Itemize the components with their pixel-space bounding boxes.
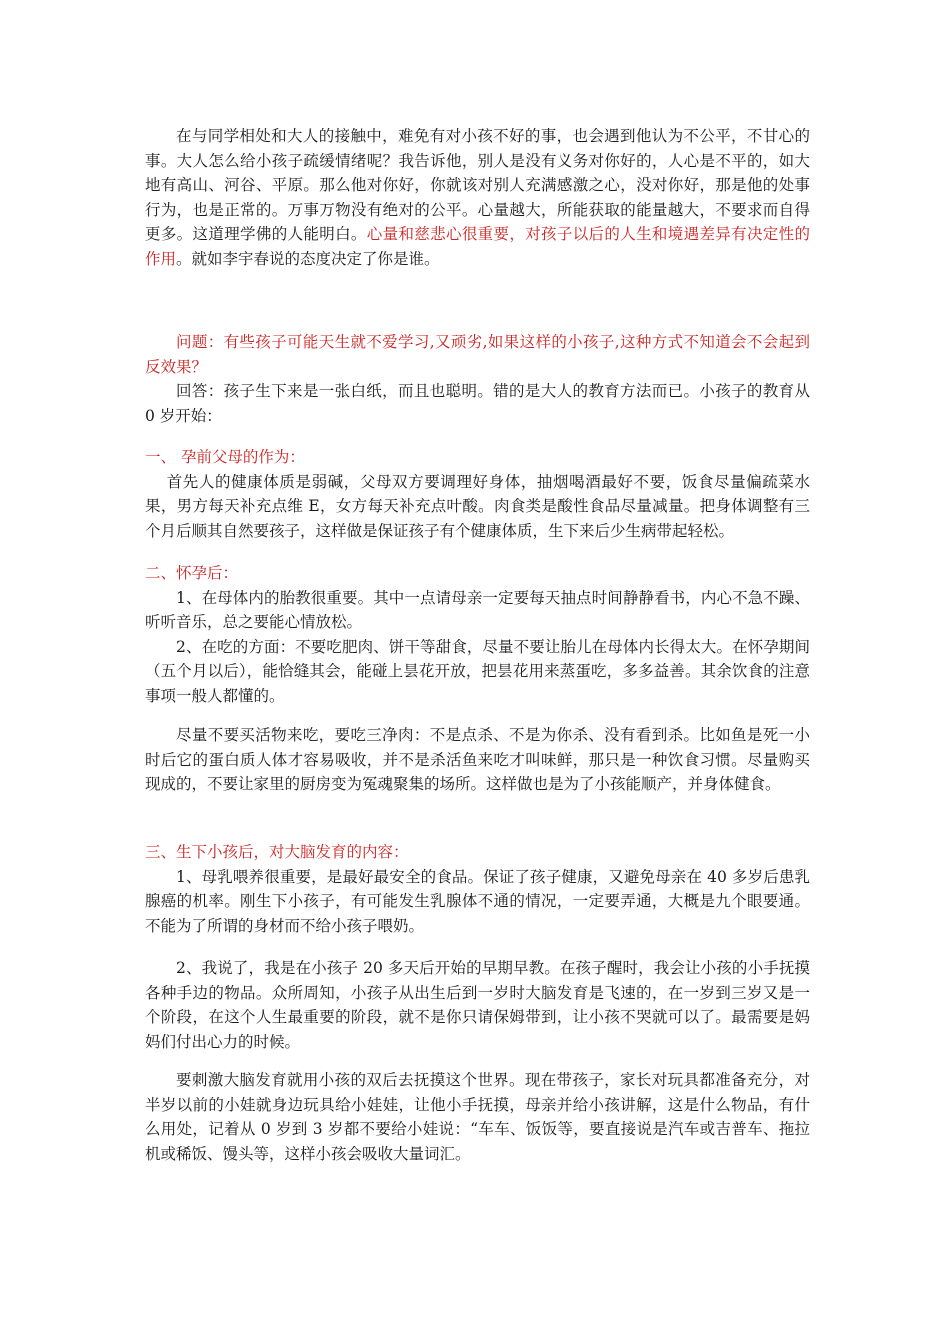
section-3-heading: 三、生下小孩后，对大脑发育的内容：	[145, 843, 409, 861]
section-2-paragraph-3: 尽量不要买活物来吃，要吃三净肉：不是点杀、不是为你杀、没有看到杀。比如鱼是死一小时后它的蛋白质人体才容易吸收，并不是杀活鱼来吃才叫味鲜，那只是一种饮食习惯。尽量购买现成的，不要让家里的厨房变为冤魂聚集的场所。这样做也是为了小孩能顺产，并身体健食。	[145, 726, 810, 793]
section-2-paragraph-2: 2、在吃的方面：不要吃肥肉、饼干等甜食，尽量不要让胎儿在母体内长得太大。在怀孕期间（五个月以后），能恰缝其会，能碰上昙花开放，把昙花用来蒸蛋吃，多多益善。其余饮食的注意事项一般人都懂的。	[145, 637, 810, 705]
section-3	[145, 840, 810, 938]
section-3-part-3	[145, 1068, 810, 1166]
qa-block	[145, 330, 810, 428]
section-3-part-2	[145, 956, 810, 1054]
intro-highlight: 心量和慈悲心很重要，对孩子以后的人生和境遇差异有决定性的作用	[145, 225, 810, 268]
answer-paragraph: 回答：孩子生下来是一张白纸，而且也聪明。错的是大人的教育方法而已。小孩子的教育从 0 岁开始：	[145, 382, 810, 425]
question-paragraph: 问题：有些孩子可能天生就不爱学习,又顽劣,如果这样的小孩子,这种方式不知道会不会起到反效果？	[145, 333, 810, 376]
section-2-paragraph-1: 1、在母体内的胎教很重要。其中一点请母亲一定要每天抽点时间静静看书，内心不急不躁、听听音乐，总之要能心情放松。	[145, 588, 810, 631]
section-3-paragraph-1: 1、母乳喂养很重要，是最好最安全的食品。保证了孩子健康，又避免母亲在 40 多岁后患乳腺癌的机率。刚生下小孩子，有可能发生乳腺体不通的情况，一定要弄通，大概是九个眼要通。不能为了所谓的身材而不给小孩子喂奶。	[145, 867, 810, 935]
section-1-paragraph: 首先人的健康体质是弱碱，父母双方要调理好身体，抽烟喝酒最好不要，饭食尽量偏疏菜水果，男方每天补充点维 E，女方每天补充点叶酸。肉食类是酸性食品尽量减量。把身体调整有三个月后顺其自然要孩子，这样做是保证孩子有个健康体质，生下来后少生病带起轻松。	[145, 472, 810, 540]
section-1-heading: 一、 孕前父母的作为：	[145, 448, 305, 466]
section-1	[145, 445, 810, 543]
section-3-paragraph-2: 2、我说了，我是在小孩子 20 多天后开始的早期早教。在孩子醒时，我会让小孩的小手抚摸各种手边的物品。众所周知，小孩子从出生后到一岁时大脑发育是飞速的，在一岁到三岁又是一个阶段，在这个人生最重要的阶段，就不是你只请保姆带到，让小孩不哭就可以了。最需要是妈妈们付出心力的时候。	[145, 959, 810, 1051]
intro-paragraph	[145, 124, 810, 271]
section-3-paragraph-3: 要刺激大脑发育就用小孩的双后去抚摸这个世界。现在带孩子，家长对玩具都准备充分，对半岁以前的小娃就身边玩具给小娃娃，让他小手抚摸，母亲并给小孩讲解，这是什么物品，有什么用处，记着从 0 岁到 3 岁都不要给小娃说：“车车、饭饭等，要直接说是汽车或吉普车、拖拉机或稀饭、馒头等，这样小孩会吸收大量词汇。	[145, 1071, 810, 1163]
section-2-heading: 二、怀孕后：	[145, 564, 239, 582]
section-2-continued	[145, 723, 810, 797]
intro-block	[145, 124, 810, 271]
intro-text-end: 。就如李宇春说的态度决定了你是谁。	[176, 249, 440, 268]
section-2	[145, 561, 810, 708]
intro-text: 在与同学相处和大人的接触中，难免有对小孩不好的事，也会遇到他认为不公平，不甘心的事。大人怎么给小孩子疏缓情绪呢？我告诉他，别人是没有义务对你好的，人心是不平的，如大地有高山、河谷、平原。那么他对你好，你就该对别人充满感激之心，没对你好，那是他的处事行为，也是正常的。万事万物没有绝对的公平。心量越大，所能获取的能量越大，不要求而自得更多。这道理学佛的人能明白。	[145, 127, 810, 243]
